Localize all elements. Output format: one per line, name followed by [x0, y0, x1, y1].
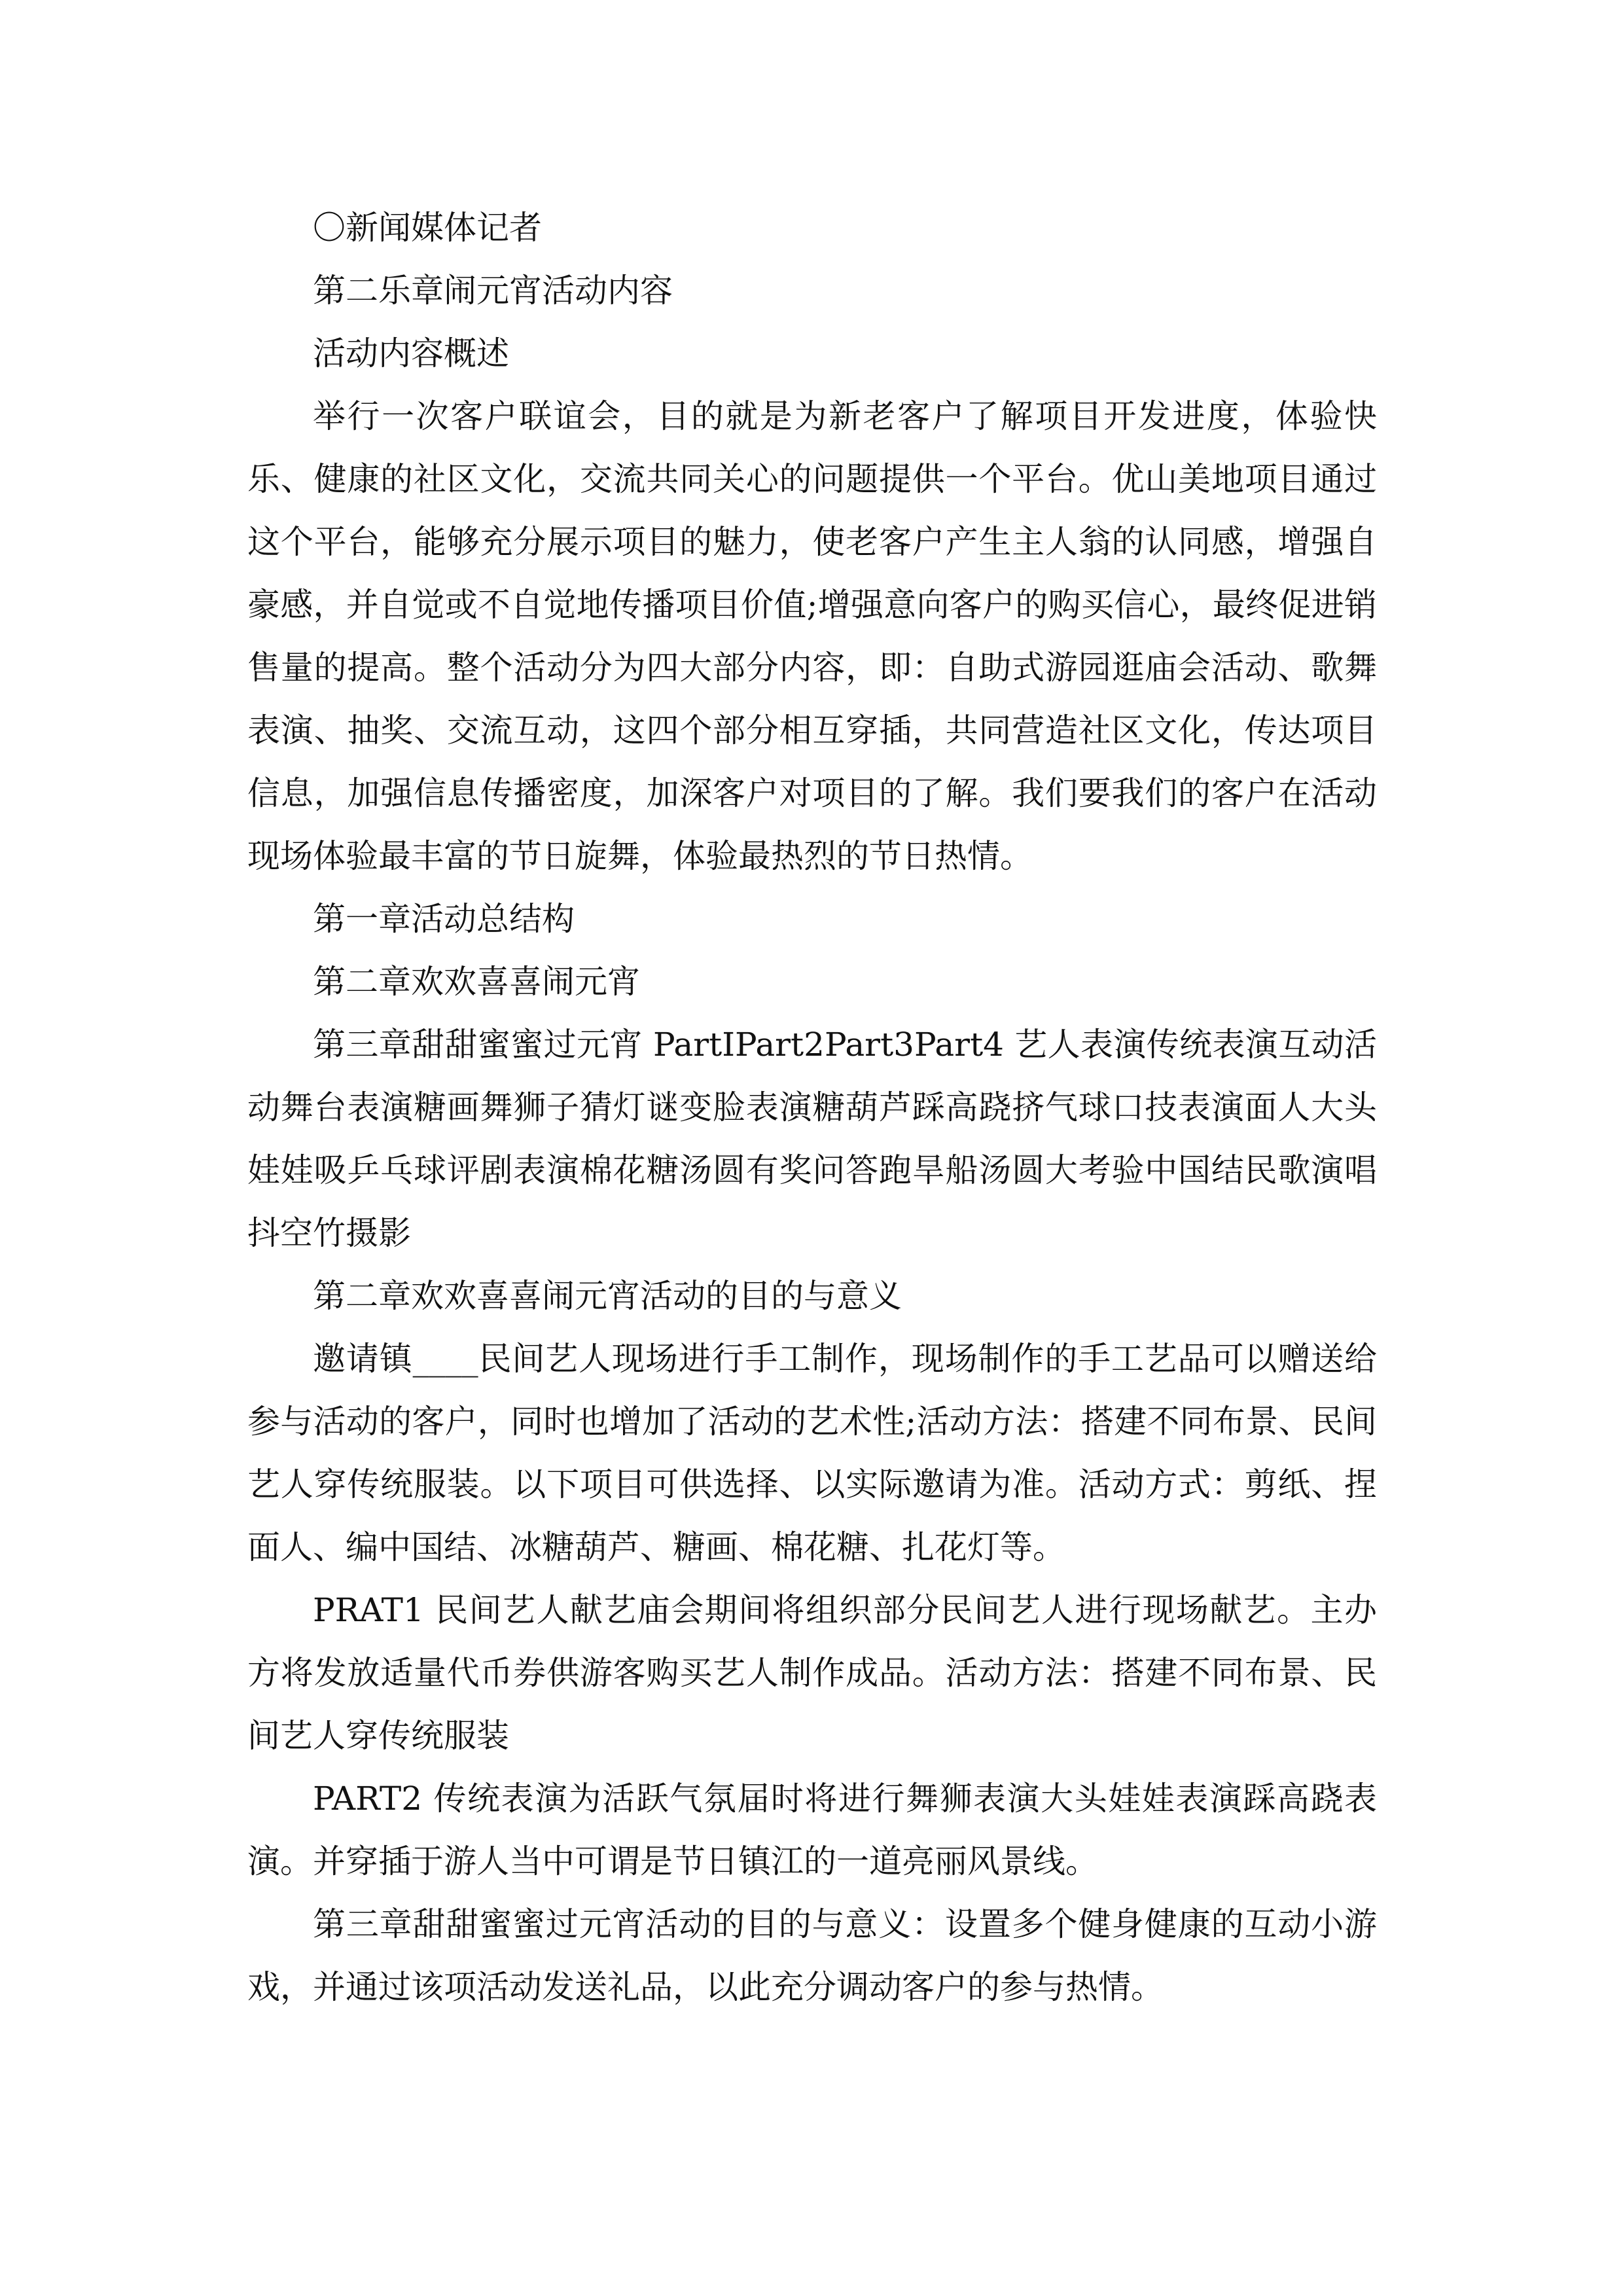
paragraph-chapter-two-purpose-heading: 第二章欢欢喜喜闹元宵活动的目的与意义 [313, 1277, 902, 1315]
paragraph-overview-body: 举行一次客户联谊会，目的就是为新老客户了解项目开发进度，体验快乐、健康的社区文化，交流共同关心的问题提供一个平台。优山美地项目通过这个平台，能够充分展示项目的魅力，使老客户产生主人翁的认同感，增强自豪感，并自觉或不自觉地传播项目价值;增强意向客户的购买信心，最终促进销售量的提高。整个活动分为四大部分内容，即：自助式游园逛庙会活动、歌舞表演、抽奖、交流互动，这四个部分相互穿插，共同营造社区文化，传达项目信息，加强信息传播密度，加深客户对项目的了解。我们要我们的客户在活动现场体验最丰富的节日旋舞，体验最热烈的节日热情。 [247, 397, 1377, 875]
paragraph-chapter-three-purpose: 第三章甜甜蜜蜜过元宵活动的目的与意义：设置多个健身健康的互动小游戏，并通过该项活动发送礼品，以此充分调动客户的参与热情。 [247, 1905, 1377, 2006]
paragraph-chapter-three-structure: 第三章甜甜蜜蜜过元宵 PartIPart2Part3Part4 艺人表演传统表演互动活动舞台表演糖画舞狮子猜灯谜变脸表演糖葫芦踩高跷挤气球口技表演面人大头娃娃吸乒乓球评剧表演棉花糖汤圆有奖问答跑旱船汤圆大考验中国结民歌演唱抖空竹摄影 [247, 1026, 1377, 1252]
paragraph-folk-artists-invite: 邀请镇____民间艺人现场进行手工制作，现场制作的手工艺品可以赠送给参与活动的客户，同时也增加了活动的艺术性;活动方法：搭建不同布景、民间艺人穿传统服装。以下项目可供选择、以实际邀请为准。活动方式：剪纸、捏面人、编中国结、冰糖葫芦、糖画、棉花糖、扎花灯等。 [247, 1340, 1377, 1566]
paragraph-overview-heading: 活动内容概述 [313, 334, 509, 372]
document-body [247, 196, 1377, 2018]
paragraph-chapter-two-heading: 第二章欢欢喜喜闹元宵 [313, 963, 640, 1001]
paragraph-second-movement-heading: 第二乐章闹元宵活动内容 [313, 272, 673, 310]
paragraph-part1-folk-artists: PRAT1 民间艺人献艺庙会期间将组织部分民间艺人进行现场献艺。主办方将发放适量代币券供游客购买艺人制作成品。活动方法：搭建不同布景、民间艺人穿传统服装 [247, 1591, 1377, 1755]
paragraph-part2-traditional-performance: PART2 传统表演为活跃气氛届时将进行舞狮表演大头娃娃表演踩高跷表演。并穿插于游人当中可谓是节日镇江的一道亮丽风景线。 [247, 1780, 1377, 1880]
paragraph-news-media: 〇新闻媒体记者 [313, 209, 542, 247]
paragraph-chapter-one-heading: 第一章活动总结构 [313, 900, 575, 938]
